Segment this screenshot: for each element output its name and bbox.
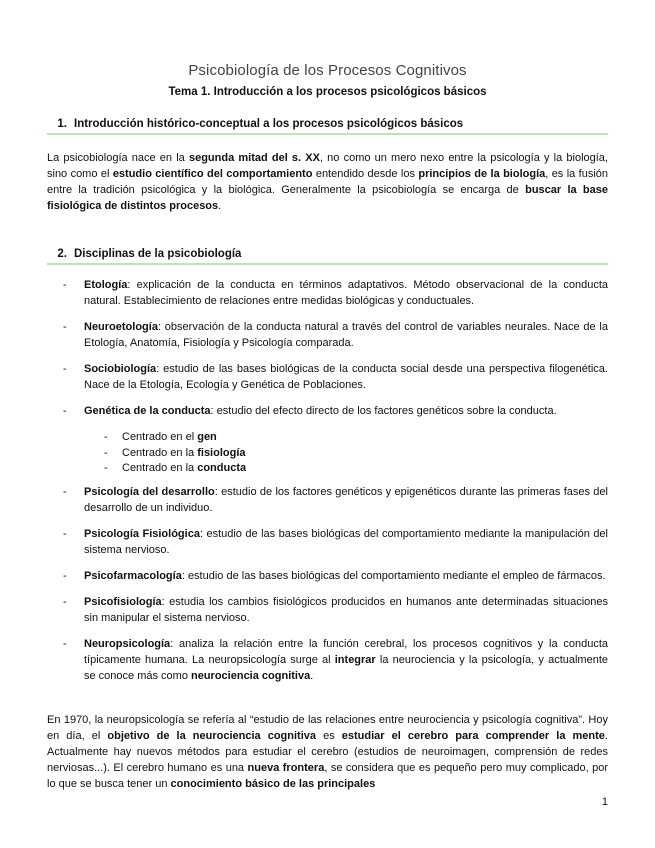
text-run: Centrado en la bbox=[122, 462, 198, 474]
bold-run: neurociencia cognitiva bbox=[191, 670, 311, 682]
dash-bullet: - bbox=[104, 431, 108, 443]
dash-bullet: - bbox=[63, 363, 67, 375]
discipline-term: Sociobiología bbox=[84, 363, 157, 375]
discipline-term: Psicología del desarrollo bbox=[84, 486, 215, 498]
bold-run: gen bbox=[197, 431, 217, 443]
bold-run: estudiar el cerebro para comprender la mente bbox=[341, 730, 605, 742]
disciplines-list bbox=[60, 277, 608, 684]
bold-run: nueva frontera bbox=[247, 762, 325, 774]
dash-bullet: - bbox=[63, 486, 67, 498]
sub-list-item bbox=[104, 430, 246, 446]
dash-bullet: - bbox=[63, 596, 67, 608]
dash-bullet: - bbox=[104, 446, 108, 459]
list-item bbox=[60, 594, 608, 626]
dash-bullet: - bbox=[63, 570, 67, 582]
text-run: , es la fusión entre la tradición psicológica y la biológica. Generalmente la psicobiología se encarga de bbox=[47, 168, 608, 196]
discipline-term: Neuropsicología bbox=[84, 638, 171, 650]
list-item bbox=[60, 277, 608, 309]
bold-run: conocimiento básico de las principales bbox=[170, 778, 376, 790]
text-run: , no como un mero nexo entre la psicología y la biología, sino como el bbox=[47, 152, 608, 180]
list-item bbox=[60, 403, 608, 419]
text-run: , se considera que es pequeño pero muy complicado, por lo que se busca tener un bbox=[47, 762, 608, 790]
text-run: Centrado en la bbox=[122, 446, 198, 459]
text-run: La psicobiología nace en la bbox=[47, 152, 189, 164]
text-run: : analiza la relación entre la función cerebral, los procesos cognitivos y la conducta típicamente humana. La neuropsicología surge al bbox=[84, 638, 608, 666]
dash-bullet: - bbox=[63, 638, 67, 650]
bold-run: integrar bbox=[334, 654, 376, 666]
discipline-description: : estudio de las bases biológicas de la conducta social desde una perspectiva filogenética. Nace de la Etología, Ecología y Genética de Poblaciones. bbox=[84, 363, 608, 391]
text-run: es bbox=[316, 730, 342, 742]
discipline-term: Psicofarmacología bbox=[84, 570, 182, 582]
list-item bbox=[60, 361, 608, 393]
document-subtitle: Tema 1. Introducción a los procesos psicológicos básicos bbox=[168, 86, 487, 98]
dash-bullet: - bbox=[63, 321, 67, 333]
sub-list-item bbox=[104, 461, 246, 477]
bold-run: estudio científico del comportamiento bbox=[112, 168, 313, 180]
discipline-term: Neuroetología bbox=[84, 321, 158, 333]
bold-run: conducta bbox=[197, 462, 247, 474]
dash-bullet: - bbox=[63, 528, 67, 540]
section-2-number: 2. bbox=[57, 248, 67, 260]
section-1-title: Introducción histórico-conceptual a los procesos psicológicos básicos bbox=[74, 118, 464, 130]
bold-run: principios de la biología bbox=[418, 168, 546, 180]
text-run: entendido desde los bbox=[312, 168, 419, 180]
discipline-term: Genética de la conducta bbox=[84, 405, 211, 417]
bold-run: segunda mitad del s. XX bbox=[188, 152, 320, 164]
discipline-term: Psicofisiología bbox=[84, 596, 162, 608]
list-item bbox=[60, 319, 608, 351]
genetics-sublist bbox=[104, 430, 246, 477]
list-item bbox=[60, 526, 608, 558]
discipline-term: Etología bbox=[84, 279, 128, 291]
discipline-description: : estudia los cambios fisiológicos producidos en humanos ante determinadas situaciones sin manipular el sistema nervioso. bbox=[84, 596, 608, 624]
text-run: Centrado en el bbox=[122, 431, 198, 443]
text-run: . Actualmente hay nuevos métodos para estudiar el cerebro (estudios de neuroimagen, comprensión de redes nerviosas...). El cerebro humano es una bbox=[47, 730, 608, 774]
text-run: . bbox=[310, 670, 314, 682]
closing-paragraph bbox=[47, 712, 608, 792]
dash-bullet: - bbox=[63, 405, 67, 417]
dash-bullet: - bbox=[104, 462, 108, 474]
sub-list-item bbox=[104, 446, 246, 462]
discipline-description: : estudio de los factores genéticos y epigenéticos durante las primeras fases del desarrollo de un individuo. bbox=[84, 486, 608, 514]
discipline-term: Psicología Fisiológica bbox=[84, 528, 200, 540]
list-item bbox=[60, 636, 608, 684]
discipline-description: : observación de la conducta natural a través del control de variables neurales. Nace de la Etología, Anatomía, Fisiología y Psicología comparada. bbox=[84, 321, 608, 349]
discipline-description: : estudio de las bases biológicas del comportamiento mediante la manipulación del sistema nervioso. bbox=[84, 528, 608, 556]
section-2-heading bbox=[47, 248, 608, 265]
section-1-heading bbox=[47, 118, 608, 135]
discipline-description: : estudio del efecto directo de los factores genéticos sobre la conducta. bbox=[210, 405, 557, 417]
text-run: la neurociencia y la psicología, y actualmente se conoce más como bbox=[84, 654, 608, 682]
section-1-number: 1. bbox=[57, 118, 67, 130]
dash-bullet: - bbox=[63, 279, 67, 291]
section-1-paragraph bbox=[47, 150, 608, 214]
document-title: Psicobiología de los Procesos Cognitivos bbox=[188, 62, 467, 79]
bold-run: buscar la base fisiológica de distintos procesos bbox=[47, 184, 609, 212]
discipline-description: : estudio de las bases biológicas del comportamiento mediante el empleo de fármacos. bbox=[181, 570, 606, 582]
bold-run: objetivo de la neurociencia cognitiva bbox=[107, 730, 316, 742]
discipline-description: : explicación de la conducta en términos adaptativos. Método observacional de la conducta natural. Establecimiento de relaciones entre medidas biológicas y conductuales. bbox=[84, 279, 608, 307]
list-item bbox=[60, 568, 608, 584]
list-item bbox=[60, 484, 608, 516]
page-number: 1 bbox=[601, 796, 608, 808]
text-run: En 1970, la neuropsicología se refería al “estudio de las relaciones entre neurociencia y psicología cognitiva”. Hoy en día, el bbox=[47, 714, 608, 742]
bold-run: fisiología bbox=[197, 446, 246, 459]
text-run: . bbox=[218, 200, 222, 212]
section-2-title: Disciplinas de la psicobiología bbox=[74, 248, 242, 260]
